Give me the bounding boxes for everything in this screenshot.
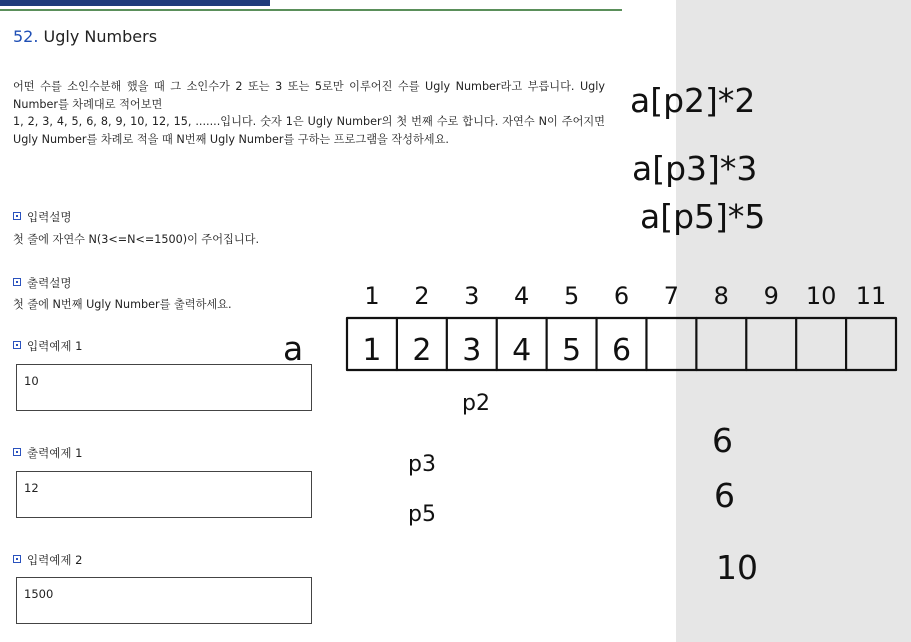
array-index-label: 10 <box>805 282 837 310</box>
description-paragraph-2: 1, 2, 3, 4, 5, 6, 8, 9, 10, 12, 15, .......입니다. 숫자 1은 Ugly Number의 첫 번째 수로 합니다. 자연수 N이 주어지면 Ugly Number를 차례로 적을 때 N번째 Ugly Number를 구하는 프로그램을 작성하세요. <box>13 115 605 146</box>
output-description-text: 첫 줄에 N번째 Ugly Number를 출력하세요. <box>13 298 232 311</box>
formula-line-3: a[p5]*5 <box>640 197 766 236</box>
array-cell-value: 2 <box>412 333 432 368</box>
array-cell-value: 1 <box>362 333 382 368</box>
problem-name: Ugly Numbers <box>43 27 158 46</box>
sample-input-2-box: 1500 <box>16 577 312 624</box>
array-cell-value: 6 <box>611 333 632 368</box>
array-index-label: 5 <box>563 282 580 310</box>
array-name-label: a <box>283 329 304 368</box>
array-index-label: 1 <box>364 282 380 310</box>
pointer-p5-label: p5 <box>408 502 436 527</box>
array-cell-value: 3 <box>462 333 482 368</box>
sample-input-1-heading: 입력예제 1 <box>13 338 82 354</box>
array-index-label: 2 <box>414 282 430 310</box>
description-paragraph-1: 어떤 수를 소인수분해 했을 때 그 소인수가 2 또는 3 또는 5로만 이루어진 수를 Ugly Number라고 부릅니다. Ugly Number를 차례대로 적어보면 <box>13 80 605 111</box>
input-description-text: 첫 줄에 자연수 N(3<=N<=1500)이 주어집니다. <box>13 233 260 246</box>
array-cells <box>362 318 846 370</box>
array-cell-value: 5 <box>562 333 582 368</box>
problem-number: 52. <box>13 27 39 46</box>
pointer-p2-label: p2 <box>462 391 490 416</box>
formula-line-1: a[p2]*2 <box>630 81 756 120</box>
array-index-label: 11 <box>855 282 887 310</box>
array-index-label: 6 <box>613 282 630 310</box>
array-index-label: 9 <box>763 282 779 310</box>
formula-line-2: a[p3]*3 <box>632 149 758 188</box>
output-description-heading: 출력설명 <box>13 275 71 291</box>
input-description-heading: 입력설명 <box>13 209 71 225</box>
array-index-label: 7 <box>663 282 680 310</box>
sample-input-2-heading: 입력예제 2 <box>13 552 82 568</box>
candidate-value-2: 6 <box>714 476 735 515</box>
sample-input-1-box: 10 <box>16 364 312 411</box>
sample-output-1-heading: 출력예제 1 <box>13 445 82 461</box>
pointer-p3-label: p3 <box>408 452 436 477</box>
sample-output-1-box: 12 <box>16 471 312 518</box>
array-index-row <box>364 282 886 310</box>
array-cell-value: 4 <box>512 333 532 368</box>
candidate-value-1: 6 <box>712 421 733 460</box>
array-index-label: 4 <box>514 282 530 310</box>
array-index-label: 3 <box>464 282 480 310</box>
candidate-value-3: 10 <box>716 548 758 587</box>
array-index-label: 8 <box>713 282 729 310</box>
